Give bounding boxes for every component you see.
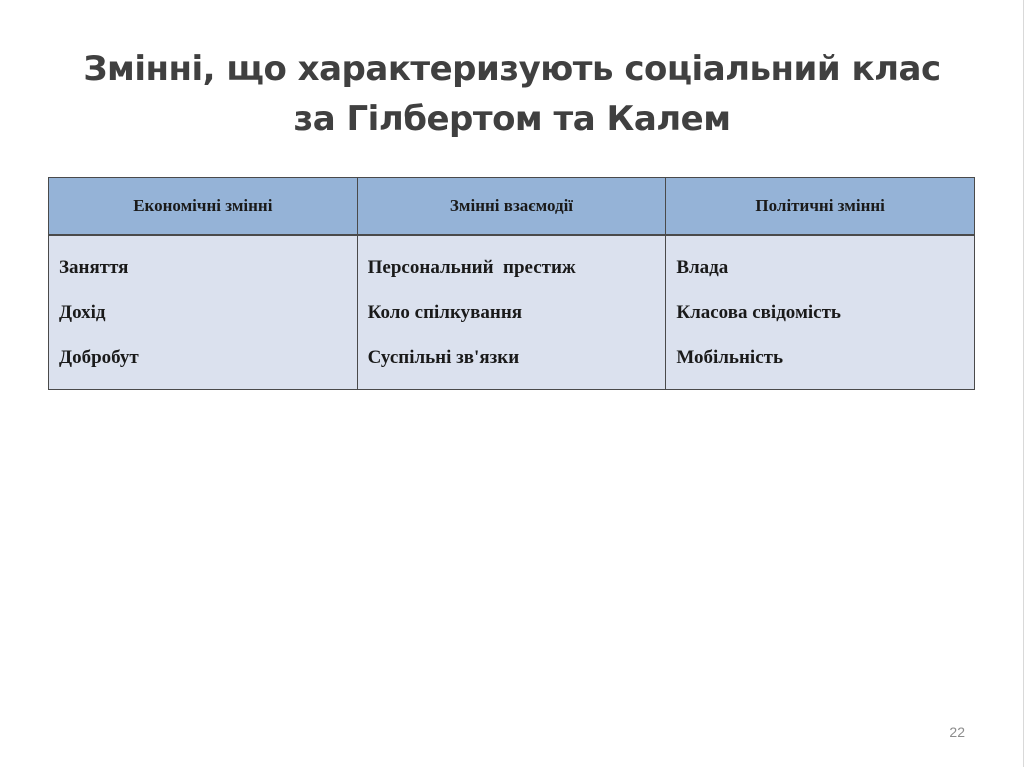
table-header-row — [49, 178, 975, 236]
slide-title-line-2: за Гілбертом та Калем — [293, 99, 731, 139]
slide-title — [0, 44, 1024, 144]
list-item: Суспільні зв'язки — [367, 347, 520, 368]
economic-variables-cell — [49, 235, 358, 390]
list-item: Коло спілкування — [367, 302, 523, 323]
header-interaction-variables: Змінні взаємодії — [357, 178, 666, 236]
class-variables-table — [48, 177, 975, 390]
political-variables-cell — [666, 235, 975, 390]
interaction-variables-cell — [357, 235, 666, 390]
list-item: Персональний престиж — [367, 257, 576, 278]
list-item: Мобільність — [676, 347, 784, 368]
list-item: Дохід — [59, 302, 106, 323]
list-item: Влада — [676, 257, 729, 278]
header-economic-variables: Економічні змінні — [49, 178, 358, 236]
list-item: Заняття — [59, 257, 129, 278]
list-item: Добробут — [59, 347, 139, 368]
header-political-variables: Політичні змінні — [666, 178, 975, 236]
list-item: Класова свідомість — [676, 302, 841, 323]
page-number: 22 — [949, 724, 965, 740]
slide-title-line-1: Змінні, що характеризують соціальний клас — [83, 49, 941, 89]
table-row — [49, 235, 975, 390]
